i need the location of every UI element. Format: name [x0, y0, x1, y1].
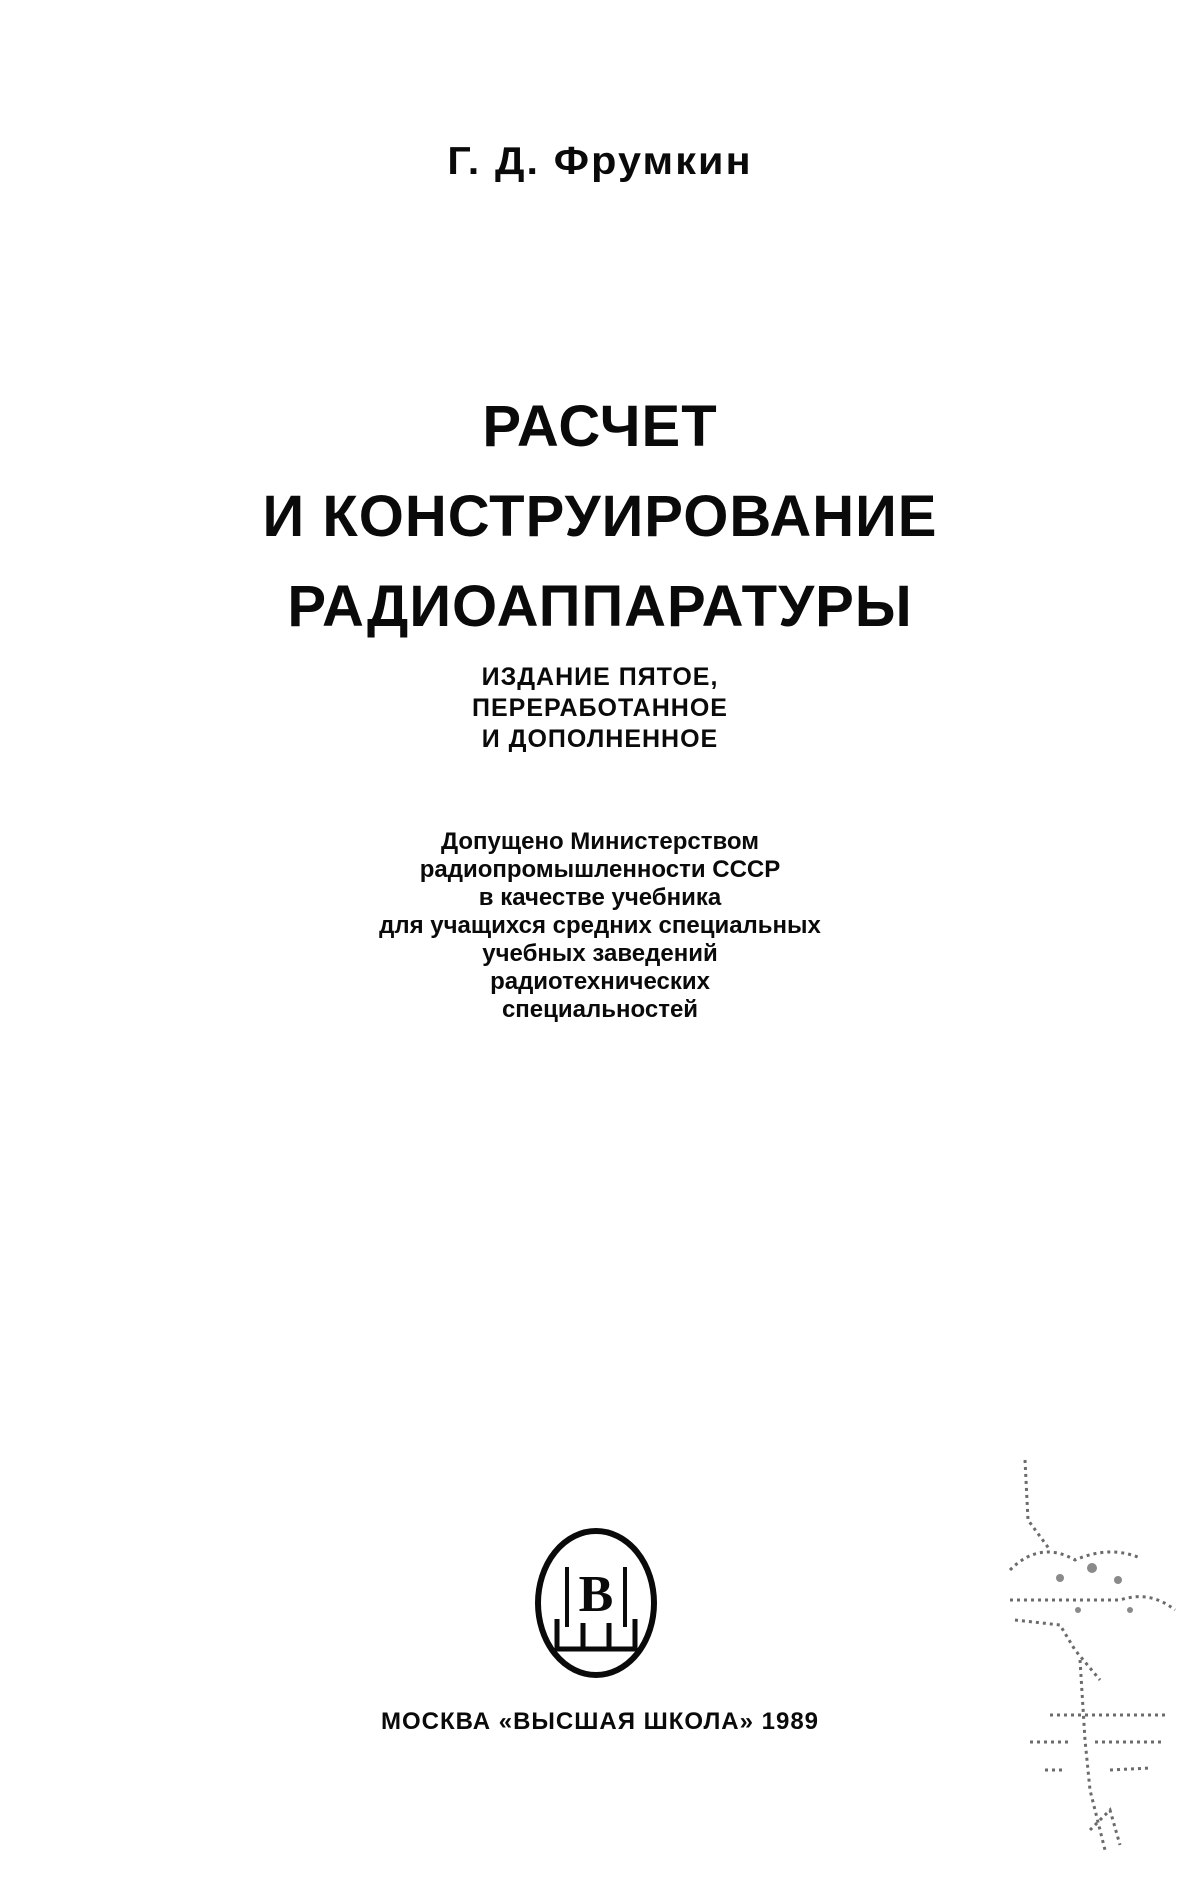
edition-note [0, 662, 1200, 755]
book-title-line: РАДИОАППАРАТУРЫ [287, 574, 913, 639]
logo-letter: В [578, 1566, 614, 1623]
approval-line: Допущено Министерством [440, 828, 760, 855]
approval-line: в качестве учебника [478, 884, 722, 911]
library-stamp-icon [990, 1450, 1200, 1860]
book-title [0, 382, 1200, 652]
approval-line: учебных заведений [482, 940, 718, 967]
approval-line: специальностей [501, 996, 699, 1023]
author-name: Г. Д. Фрумкин [447, 140, 753, 183]
imprint-line: МОСКВА «ВЫСШАЯ ШКОЛА» 1989 [380, 1708, 820, 1735]
vysshaya-shkola-logo-icon [533, 1527, 659, 1679]
approval-line: для учащихся средних специальных [379, 912, 821, 939]
edition-line: ИЗДАНИЕ ПЯТОЕ, [481, 663, 719, 691]
edition-line: И ДОПОЛНЕННОЕ [481, 725, 719, 753]
approval-statement [0, 828, 1200, 1024]
book-title-line: И КОНСТРУИРОВАНИЕ [262, 484, 938, 549]
book-title-line: РАСЧЕТ [482, 394, 718, 459]
approval-line: радиопромышленности СССР [419, 856, 781, 883]
edition-line: ПЕРЕРАБОТАННОЕ [472, 694, 728, 722]
approval-line: радиотехнических [490, 968, 710, 995]
